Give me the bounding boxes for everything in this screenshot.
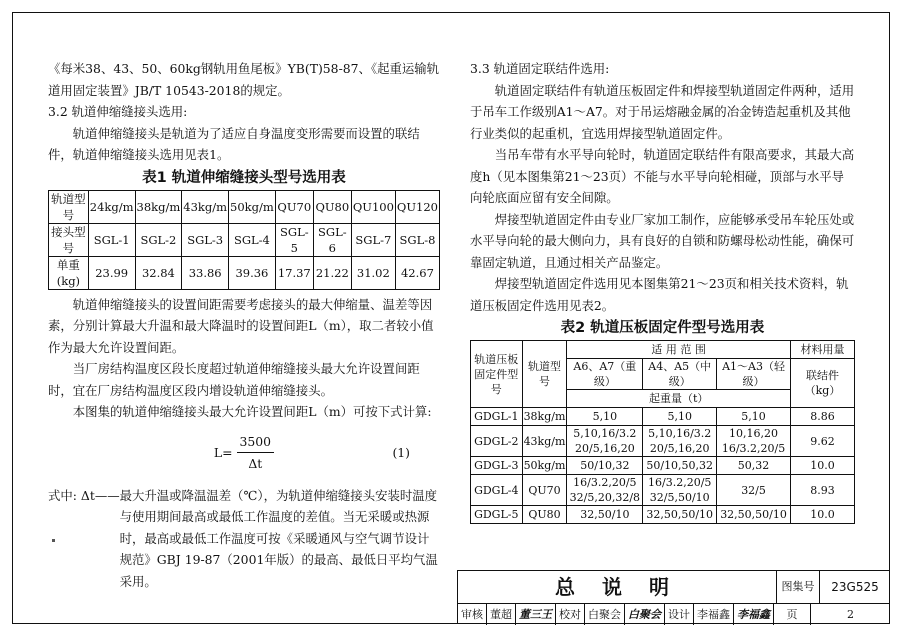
formula-fraction [237,431,275,475]
table-row [471,426,855,457]
header-weight: 联结件（kg） [790,359,854,408]
note-label: 式中: Δt—— [48,487,120,503]
row-header: 接头型号 [49,223,89,256]
table-cell: 5,10,16/3.2 20/5,16,20 [643,426,717,457]
formula [48,429,440,477]
paragraph: 轨道伸缩缝接头的设置间距需要考虑接头的最大伸缩量、温差等因素，分别计算最大升温和最大降温时的设置间距L（m），取二者较小值作为最大允许设置间距。 [48,296,434,355]
table-cell: SGL-5 [275,223,313,256]
table-cell: QU70 [275,190,313,223]
formula-denominator: Δt [248,456,263,471]
section-heading-3-3: 3.3 轨道固定联结件选用: [470,61,610,76]
row-header: GDGL-4 [471,475,523,506]
design-label: 设计 [665,604,694,625]
page-label: 页 [774,604,811,625]
table-cell: 38kg/m [522,408,567,426]
table-cell: 5,10 [643,408,717,426]
row-header: 单重(kg) [49,256,89,289]
table-cell: 17.37 [275,256,313,289]
table-cell: 9.62 [790,426,854,457]
table-cell: SGL-2 [135,223,182,256]
header-a13: A1～A3（轻级） [717,359,791,390]
table-cell: 38kg/m [135,190,182,223]
header-material: 材料用量 [790,341,854,359]
table-row [471,408,855,426]
table-cell: 43kg/m [522,426,567,457]
table-row [471,457,855,475]
table-row [471,475,855,506]
table2-title: 表2 轨道压板固定件型号选用表 [560,320,765,336]
row-header: 轨道型号 [49,190,89,223]
table-cell: QU80 [522,506,567,524]
table-cell: SGL-7 [351,223,395,256]
table-cell: 32,50/10 [567,506,643,524]
note-text: 最大升温或降温温差（℃），为轨道伸缩缝接头安装时温度与使用期间最高或最低工作温度的差值。当无采暖或热源时，最高或最低工作温度可按《采暖通风与空气调节设计规范》GBJ 19-87（2001年版）的最高、最低日平均气温采用。 [119,487,438,589]
table-cell: 50/10,32 [567,457,643,475]
row-header: GDGL-3 [471,457,523,475]
table-cell: 32.84 [135,256,182,289]
row-header: GDGL-2 [471,426,523,457]
table-cell: 39.36 [229,256,276,289]
table-cell: SGL-4 [229,223,276,256]
paragraph: 轨道伸缩缝接头是轨道为了适应自身温度变形需要而设置的联结件，轨道伸缩缝接头选用见表1。 [48,125,420,162]
atlas-label: 图集号 [777,571,820,603]
table-cell: 16/3.2,20/5 32/5,50/10 [643,475,717,506]
formula-numerator: 3500 [237,431,275,454]
table-cell: SGL-8 [395,223,439,256]
table-cell: 8.93 [790,475,854,506]
header-type: 轨道压板固定件型号 [471,341,523,408]
table-cell: QU120 [395,190,439,223]
check-label: 校对 [556,604,585,625]
paragraph: 当吊车带有水平导向轮时，轨道固定联结件有限高要求，其最大高度h（见本图集第21～23页）不能与水平导向轮相碰，顶部与水平导向轮底面应留有安全间隙。 [470,147,855,205]
table-cell: QU100 [351,190,395,223]
row-header: GDGL-1 [471,408,523,426]
table-cell: 8.86 [790,408,854,426]
right-column [470,58,855,524]
formula-lhs: L= [213,444,233,460]
table1-title: 表1 轨道伸缩缝接头型号选用表 [142,169,346,186]
drawing-title: 总 说 明 [458,571,777,603]
table-row [471,506,855,524]
table-cell: 24kg/m [88,190,135,223]
table-cell: 31.02 [351,256,395,289]
table-cell: 33.86 [182,256,229,289]
title-block [457,570,890,624]
review-name: 董超 [487,604,516,625]
table-row [49,223,440,256]
table-cell: 42.67 [395,256,439,289]
table-cell: 50kg/m [229,190,276,223]
review-signature: 董三王 [516,604,556,625]
table-cell: 5,10 [567,408,643,426]
left-column [48,58,440,592]
check-signature: 白聚会 [625,604,665,625]
table-cell: QU80 [313,190,351,223]
table2 [470,340,855,524]
table-cell: 23.99 [88,256,135,289]
paragraph: 当厂房结构温度区段长度超过轨道伸缩缝接头最大允许设置间距时，宜在厂房结构温度区段内增设轨道伸缩缝接头。 [48,361,420,398]
paragraph: 轨道固定联结件有轨道压板固定件和焊接型轨道固定件两种，适用于吊车工作级别A1～A7。对于吊运熔融金属的冶金铸造起重机及其他行业类似的起重机，宜选用焊接型轨道固定件。 [470,82,855,141]
table-cell: QU70 [522,475,567,506]
table-cell: 32,50,50/10 [643,506,717,524]
paragraph: 本图集的轨道伸缩缝接头最大允许设置间距L（m）可按下式计算: [72,404,432,419]
header-lift: 起重量（t） [567,390,791,408]
table-cell: 10.0 [790,457,854,475]
table-cell: 32,50,50/10 [717,506,791,524]
table-cell: SGL-6 [313,223,351,256]
page-number: 2 [847,608,854,621]
table-cell: 21.22 [313,256,351,289]
paragraph: 焊接型轨道固定件选用见本图集第21～23页和相关技术资料，轨道压板固定件选用见表2。 [470,276,849,313]
header-rail: 轨道型号 [522,341,567,408]
paragraph: 《每米38、43、50、60kg钢轨用鱼尾板》YB(T)58-87、《起重运输轨道用固定装置》JB/T 10543-2018的规定。 [48,61,440,98]
table-cell: 50,32 [717,457,791,475]
header-a67: A6、A7（重级） [567,359,643,390]
review-label: 审核 [458,604,487,625]
table-cell: 50/10,50,32 [643,457,717,475]
table-cell: 16/3.2,20/5 32/5,20,32/8 [567,475,643,506]
table-cell: 50kg/m [522,457,567,475]
header-range: 适 用 范 围 [567,341,791,359]
table-cell: SGL-3 [182,223,229,256]
formula-notes [48,485,440,593]
table-cell: 5,10 [717,408,791,426]
check-name: 白聚会 [585,604,625,625]
equation-number: (1) [392,444,410,460]
atlas-number: 23G525 [831,580,879,594]
table-row [49,256,440,289]
paragraph: 焊接型轨道固定件由专业厂家加工制作，应能够承受吊车轮压处或水平导向轮的最大侧向力，具有良好的自锁和防螺母松动性能，确保可靠固定轨道，且通过相关产品鉴定。 [470,211,855,270]
table-row [49,190,440,223]
header-a45: A4、A5（中级） [643,359,717,390]
table-cell: 32/5 [717,475,791,506]
table-cell: 43kg/m [182,190,229,223]
table-cell: 10.0 [790,506,854,524]
table-cell: SGL-1 [88,223,135,256]
row-header: GDGL-5 [471,506,523,524]
table-cell: 10,16,20 16/3.2,20/5 [717,426,791,457]
section-heading-3-2: 3.2 轨道伸缩缝接头选用: [48,104,188,119]
design-signature: 李福鑫 [734,604,774,625]
table1 [48,190,440,290]
table-cell: 5,10,16/3.2 20/5,16,20 [567,426,643,457]
design-name: 李福鑫 [694,604,734,625]
